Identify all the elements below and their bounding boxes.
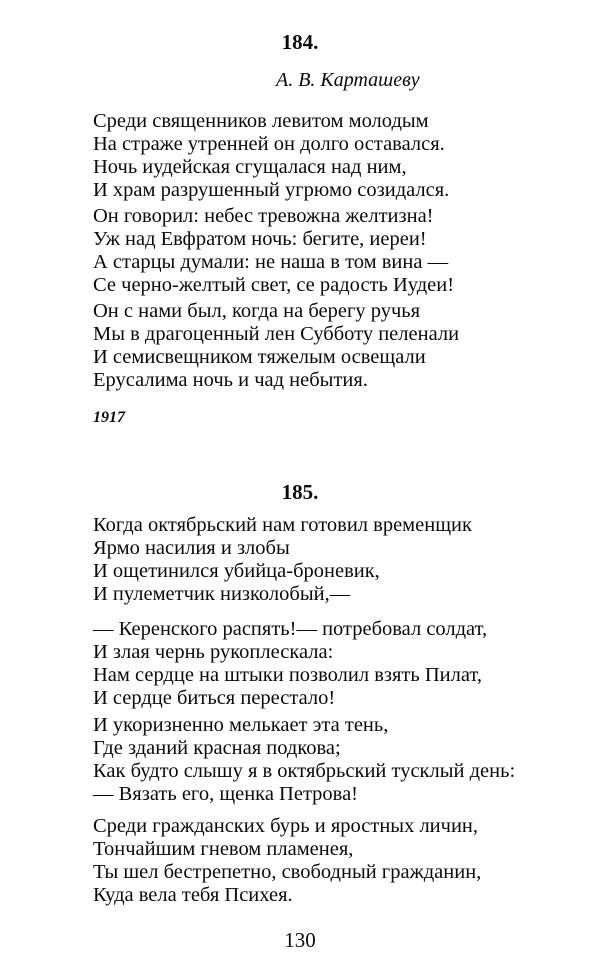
stanza: [93, 110, 449, 202]
poem-line: — Керенского распять!— потребовал солдат,: [93, 618, 488, 640]
poem-line: И сердце биться перестало!: [93, 687, 336, 709]
poem-number: 185.: [281, 480, 319, 504]
stanza: [93, 300, 459, 392]
poem-line: И семисвещником тяжелым освещали: [93, 346, 426, 368]
page-number: 130: [284, 928, 316, 952]
poem-date: 1917: [93, 409, 125, 426]
poem-dedication: А. В. Карташеву: [276, 69, 420, 91]
poem-line: Мы в драгоценный лен Субботу пеленали: [93, 323, 460, 345]
poem-line: Как будто слышу я в октябрьский тусклый день:: [93, 760, 516, 782]
poem-line: Куда вела тебя Психея.: [93, 884, 293, 906]
poem-line: И пулеметчик низколобый,—: [93, 583, 351, 605]
poem-line: Тончайшим гневом пламенея,: [93, 838, 354, 860]
poem-line: — Вязать его, щенка Петрова!: [93, 783, 358, 805]
poem-line: Где зданий красная подкова;: [93, 737, 341, 759]
poem-line: А старцы думали: не наша в том вина —: [93, 251, 449, 273]
poem-line: Уж над Евфратом ночь: бегите, иереи!: [93, 228, 427, 250]
poem-line: Ярмо насилия и злобы: [93, 537, 290, 559]
poem-line: И злая чернь рукоплескала:: [93, 641, 334, 663]
stanza: [93, 618, 487, 710]
poem-line: Ты шел бестрепетно, свободный гражданин,: [93, 861, 482, 883]
poem-line: Он говорил: небес тревожна желтизна!: [93, 205, 434, 227]
poem-line: Среди священников левитом молодым: [93, 110, 429, 132]
stanza: [93, 815, 481, 907]
stanza: [93, 205, 454, 297]
stanza: [93, 714, 515, 806]
poem-line: На страже утренней он долго оставался.: [93, 133, 445, 155]
poem-line: Ночь иудейская сгущалася над ним,: [93, 156, 407, 178]
poem-line: И укоризненно мелькает эта тень,: [93, 714, 389, 736]
poem-number: 184.: [281, 30, 319, 54]
poem-line: И ощетинился убийца-броневик,: [93, 560, 380, 582]
poem-line: И храм разрушенный угрюмо созидался.: [93, 179, 450, 201]
poem-line: Среди гражданских бурь и яростных личин,: [93, 815, 479, 837]
poem-line: Се черно-желтый свет, се радость Иудеи!: [93, 274, 455, 296]
stanza: [93, 514, 472, 606]
poem-line: Ерусалима ночь и чад небытия.: [93, 369, 368, 391]
poem-line: Нам сердце на штыки позволил взять Пилат,: [93, 664, 482, 686]
poem-line: Он с нами был, когда на берегу ручья: [93, 300, 421, 322]
poem-line: Когда октябрьский нам готовил временщик: [93, 514, 472, 536]
